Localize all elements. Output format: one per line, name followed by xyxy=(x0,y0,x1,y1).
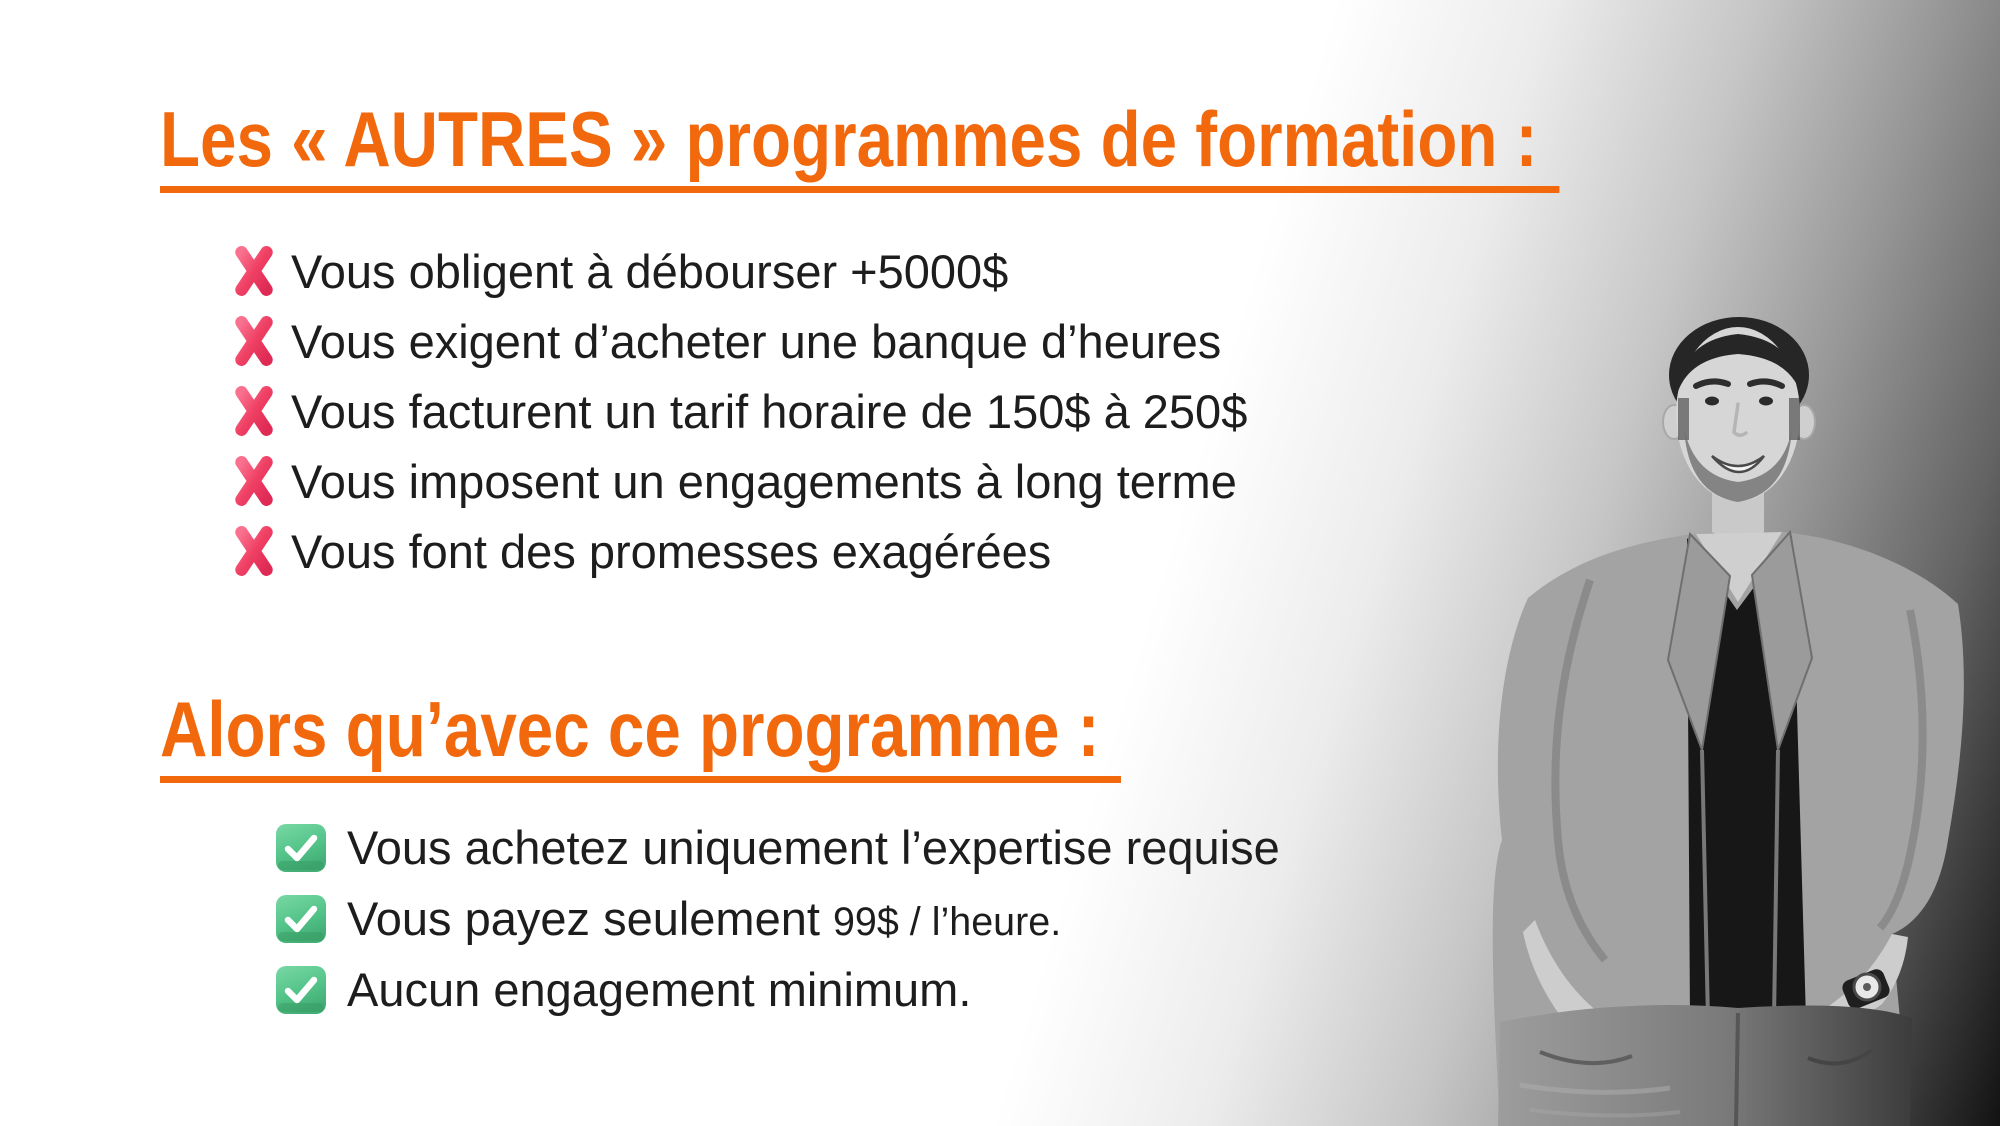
list-item-label: Vous obligent à débourser +5000$ xyxy=(291,244,1009,298)
check-box-icon xyxy=(275,823,327,873)
heading-this-program: Alors qu’avec ce programme : xyxy=(160,690,1121,783)
cross-mark-icon xyxy=(233,385,275,437)
list-item-label: Vous exigent d’acheter une banque d’heures xyxy=(291,314,1222,368)
list-item xyxy=(233,446,1247,516)
cross-mark-icon xyxy=(233,525,275,577)
list-item xyxy=(233,306,1247,376)
pros-list xyxy=(275,812,1280,1025)
check-box-icon xyxy=(275,965,327,1015)
list-item-label: Vous payez seulement 99$ / l’heure. xyxy=(347,891,1062,945)
list-item xyxy=(233,516,1247,586)
check-box-icon xyxy=(275,894,327,944)
cross-mark-icon xyxy=(233,245,275,297)
list-item xyxy=(275,812,1280,883)
list-item-label: Aucun engagement minimum. xyxy=(347,962,972,1016)
list-item-label: Vous facturent un tarif horaire de 150$ à 250$ xyxy=(291,384,1248,438)
heading-other-programs: Les « AUTRES » programmes de formation : xyxy=(160,100,1559,193)
list-item-label: Vous imposent un engagements à long terme xyxy=(291,454,1237,508)
list-item-label: Vous font des promesses exagérées xyxy=(291,524,1052,578)
list-item xyxy=(233,376,1247,446)
list-item-label: Vous achetez uniquement l’expertise requise xyxy=(347,820,1280,874)
cross-mark-icon xyxy=(233,315,275,367)
list-item xyxy=(275,954,1280,1025)
cons-list xyxy=(233,236,1247,586)
cross-mark-icon xyxy=(233,455,275,507)
person-photo xyxy=(1440,280,2000,1126)
list-item xyxy=(233,236,1247,306)
list-item xyxy=(275,883,1280,954)
